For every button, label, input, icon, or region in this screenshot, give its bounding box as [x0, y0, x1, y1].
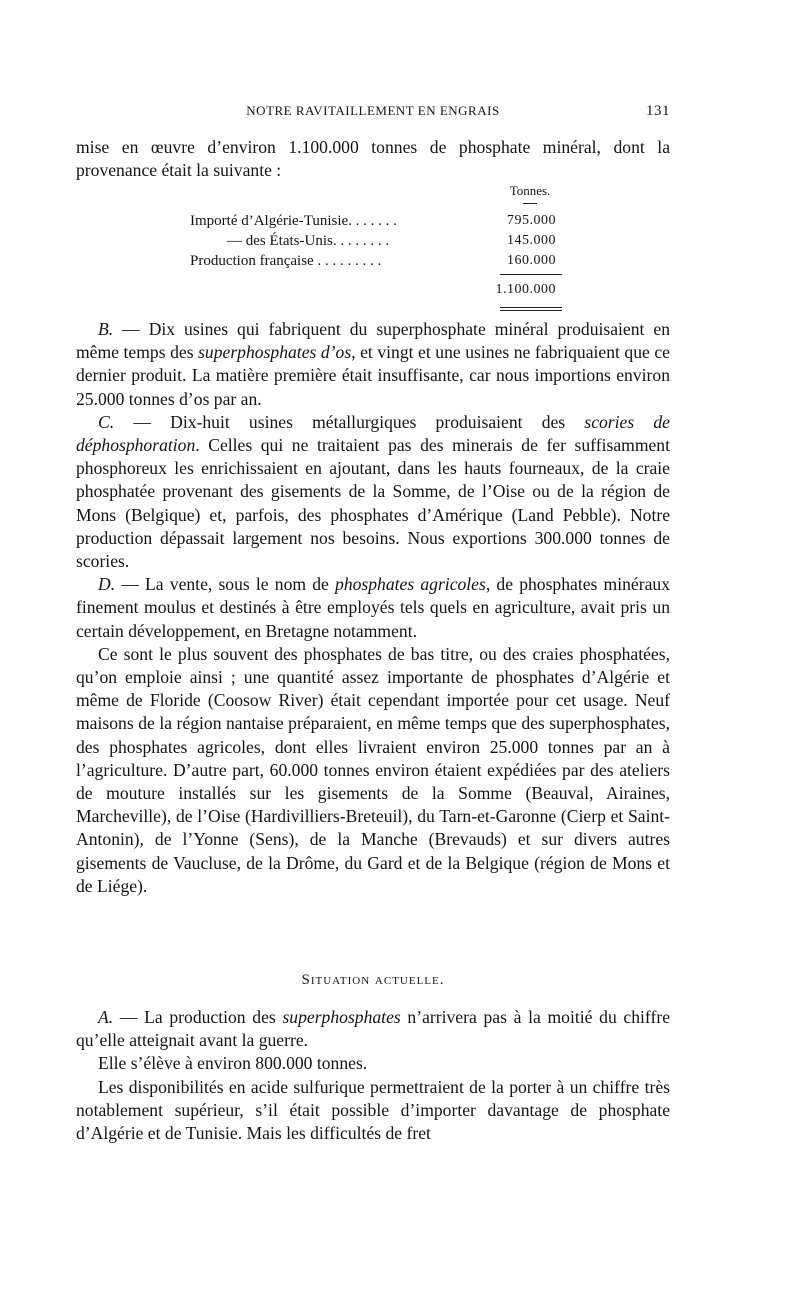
row-value: 795.000 — [507, 213, 556, 228]
paragraph-d: D. — La vente, sous le nom de phosphates agricoles, de phosphates minéraux finement moulus et destinés à être employés tels quels en agriculture, avait pris un certain développement, en Bretagne notamment. — [76, 574, 670, 641]
unit-dash — [523, 203, 537, 204]
italic-term: superphosphates — [282, 1007, 401, 1027]
table-unit-header: Tonnes. — [509, 183, 551, 198]
page-number: 131 — [646, 103, 670, 119]
row-label: Production française . . . . . . . . . — [190, 253, 382, 269]
table-row — [190, 213, 560, 234]
table-total-row — [190, 282, 560, 303]
main-body — [76, 318, 670, 898]
section-letter-b: B. — [98, 319, 114, 339]
section-heading — [76, 972, 670, 989]
running-title: NOTRE RAVITAILLEMENT EN ENGRAIS — [246, 103, 500, 118]
paragraph-situation-3: Les disponibilités en acide sulfurique permettraient de la porter à un chiffre très notablement supérieur, s’il était possible d’importer davantage de phosphate d’Algérie et de Tunisie. Mais les difficultés de fret — [76, 1076, 670, 1144]
situation-title: Situation actuelle. — [301, 972, 445, 988]
row-label: — des États-Unis. . . . . . . . — [227, 233, 390, 249]
table-total: 1.100.000 — [495, 282, 556, 297]
section-letter-d: D. — [98, 574, 116, 595]
double-rule-top — [500, 307, 562, 308]
table-row — [190, 233, 560, 254]
row-label: Importé d’Algérie-Tunisie. . . . . . . — [190, 213, 397, 229]
row-value: 145.000 — [507, 233, 556, 248]
double-rule-bottom — [500, 310, 562, 311]
paragraph-situation-a: A. — La production des superphosphates n’arrivera pas à la moitié du chiffre qu’elle atteignait avant la guerre. — [76, 1007, 670, 1051]
italic-term: superphosphates d’os — [198, 342, 352, 363]
paragraph-situation-2: Elle s’élève à environ 800.000 tonnes. — [98, 1053, 368, 1074]
italic-term: scories de déphosphoration — [76, 411, 670, 456]
section-letter-a: A. — [98, 1007, 114, 1027]
table-row — [190, 253, 560, 274]
paragraph-c: C. — Dix-huit usines métallurgiques produisaient des scories de déphosphoration. Celles qui ne traitaient pas des minerais de fer suffisamment phosphoreux les enrichissaient en ajoutant, dans les hauts fourneaux, de la craie phosphatée provenant des gisements de la Somme, de l’Oise ou de la région de Mons (Belgique) et, parfois, des phosphates d’Amérique (Land Pebble). Notre production dépassait largement nos besoins. Nous exportions 300.000 tonnes de scories. — [76, 411, 670, 572]
paragraph-e: Ce sont le plus souvent des phosphates de bas titre, ou des craies phosphatées, qu’on emploie ainsi ; une quantité assez importante de phosphates d’Algérie et même de Floride (Coosow River) était cependant importée pour cet usage. Neuf maisons de la région nantaise préparaient, en même temps que des superphosphates, des phosphates agricoles, dont elles livraient environ 25.000 tonnes par an à l’agriculture. D’autre part, 60.000 tonnes environ étaient expédiées par des ateliers de mouture installés sur les gisements de la Somme (Beauval, Airaines, Marcheville), de l’Oise (Hardivilliers-Breteuil), du Tarn-et-Garonne (Cierp et Saint-Antonin), de l’Yonne (Sens), de la Manche (Brevauds) et sur divers autres gisements de Vaucluse, de la Drôme, du Gard et de la Belgique (région de Mons et de Liége). — [76, 643, 670, 896]
page-header — [76, 103, 670, 125]
paragraph-b: B. — Dix usines qui fabriquent du superphosphate minéral produisaient en même temps des superphosphates d’os, et vingt et une usines ne fabriquaient que ce dernier produit. La matière première était insuffisante, car nous importions environ 25.000 tonnes d’os par an. — [76, 319, 670, 409]
intro-paragraph — [76, 136, 670, 182]
section-letter-c: C. — [98, 411, 115, 432]
sum-rule — [500, 274, 562, 275]
situation-body — [76, 1006, 670, 1145]
italic-term: phosphates agricoles — [335, 574, 486, 595]
intro-text: mise en œuvre d’environ 1.100.000 tonnes de phosphate minéral, dont la provenance était la suivante : — [76, 137, 670, 181]
row-value: 160.000 — [507, 253, 556, 268]
